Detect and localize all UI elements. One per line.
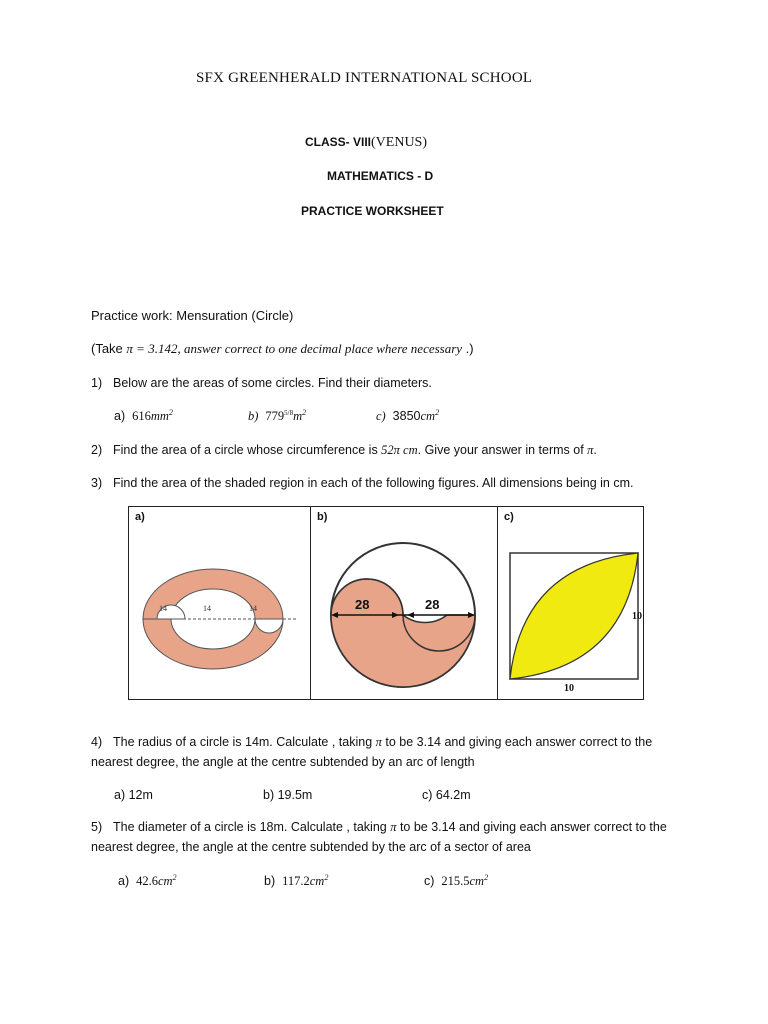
- figure-c-diagram: [498, 507, 644, 699]
- subject-title: MATHEMATICS - D: [327, 169, 434, 183]
- figure-a-label: a): [135, 511, 145, 523]
- question-2: 2) Find the area of a circle whose circumference is 52π cm. Give your answer in terms of π.: [91, 443, 597, 457]
- figure-b-diagram: [311, 507, 497, 699]
- q4-option-b: b) 19.5m: [263, 788, 313, 802]
- take-note: answer correct to one decimal place where necessary: [183, 341, 463, 356]
- figure-c-label: c): [504, 511, 514, 523]
- practice-heading: Practice work: Mensuration (Circle): [91, 308, 294, 323]
- question-3: 3) Find the area of the shaded region in each of the following figures. All dimensions being in cm.: [91, 476, 634, 490]
- take-pi: π = 3.142,: [126, 341, 184, 356]
- q4-option-a: a) 12m: [114, 788, 153, 802]
- school-name: SFX GREENHERALD INTERNATIONAL SCHOOL: [196, 70, 533, 86]
- q5-option-a: a) $42.6cm^2$: [118, 873, 177, 889]
- question-4-line-2: nearest degree, the angle at the centre subtended by an arc of length: [91, 755, 475, 769]
- question-5-line-2: nearest degree, the angle at the centre subtended by the arc of a sector of area: [91, 840, 531, 854]
- figure-c-cell: [498, 507, 644, 699]
- question-5-line-1: 5) The diameter of a circle is 18m. Calculate , taking π to be 3.14 and giving each answer correct to the: [91, 820, 667, 834]
- figure-a-diagram: [129, 507, 310, 699]
- figure-b-label: b): [317, 511, 328, 523]
- take-open: (Take: [91, 341, 127, 356]
- figure-a-dim-3: 14: [249, 604, 257, 613]
- figure-b-dim-2: 28: [425, 597, 440, 612]
- q1-option-b: b) $779^{5/8}m^2$: [248, 408, 307, 424]
- q4-option-c: c) 64.2m: [422, 788, 471, 802]
- question-1: [91, 376, 432, 390]
- worksheet-title: PRACTICE WORKSHEET: [301, 204, 444, 218]
- take-close: .): [462, 341, 474, 356]
- figure-a-cell: [129, 507, 310, 699]
- question-1-number: 1): [91, 376, 103, 390]
- take-pi-note: [91, 341, 474, 357]
- figure-b-cell: [311, 507, 497, 699]
- figure-a-dim-1: 14: [159, 604, 167, 613]
- question-4-line-1: 4) The radius of a circle is 14m. Calculate , taking π to be 3.14 and giving each answer correct to the: [91, 735, 653, 749]
- figure-a-dim-2: 14: [203, 604, 211, 613]
- q5-option-c: c) $215.5cm^2$: [424, 873, 489, 889]
- class-line: [305, 133, 427, 151]
- figures-table: [128, 506, 644, 700]
- q1-option-a: a) $616mm^2$: [114, 408, 173, 424]
- figure-c-side-dim: 10: [632, 611, 642, 622]
- question-1-text: Below are the areas of some circles. Find their diameters.: [113, 376, 432, 390]
- q1-option-c: c) $3850cm^2$: [376, 408, 440, 424]
- class-suffix: (VENUS): [371, 135, 428, 150]
- class-prefix: CLASS- VIII: [305, 135, 372, 149]
- q5-option-b: b) $117.2cm^2$: [264, 873, 329, 889]
- figure-b-dim-1: 28: [355, 597, 370, 612]
- figure-c-bottom-dim: 10: [564, 683, 574, 694]
